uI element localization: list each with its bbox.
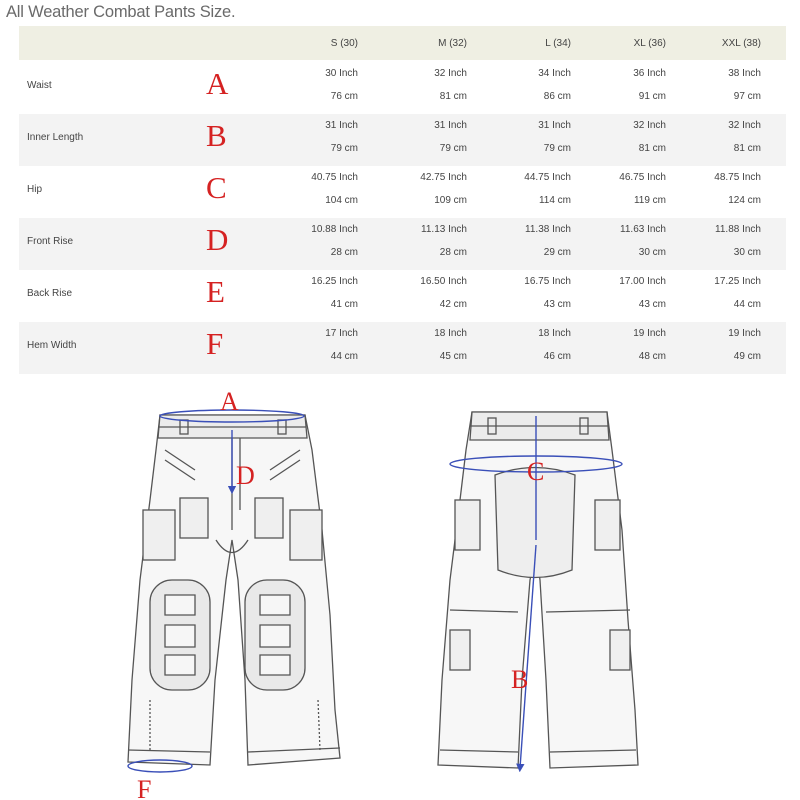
- value-cm: 45 cm: [439, 351, 467, 362]
- value-cm: 124 cm: [728, 195, 761, 206]
- measurement-label: Front Rise: [27, 236, 74, 247]
- value-inch: 19 Inch: [633, 328, 666, 339]
- value-inch: 36 Inch: [633, 68, 666, 79]
- value-inch: 19 Inch: [728, 328, 761, 339]
- value-inch: 18 Inch: [434, 328, 467, 339]
- value-inch: 11.88 Inch: [715, 224, 761, 235]
- value-cm: 30 cm: [733, 247, 761, 258]
- measurement-letter: E: [206, 274, 225, 309]
- size-chart-table: [19, 26, 786, 368]
- value-cm: 86 cm: [543, 91, 571, 102]
- value-cm: 97 cm: [733, 91, 761, 102]
- measurement-label: Back Rise: [27, 288, 73, 299]
- value-inch: 31 Inch: [538, 120, 571, 131]
- measurement-label: Inner Length: [27, 132, 84, 143]
- value-inch: 17.25 Inch: [714, 276, 761, 287]
- value-cm: 91 cm: [638, 91, 666, 102]
- value-inch: 17.00 Inch: [619, 276, 666, 287]
- table-row: [19, 270, 786, 322]
- value-cm: 43 cm: [543, 299, 571, 310]
- value-cm: 44 cm: [330, 351, 358, 362]
- value-cm: 28 cm: [330, 247, 358, 258]
- measurement-label: Waist: [27, 80, 52, 91]
- value-cm: 41 cm: [330, 299, 358, 310]
- value-inch: 48.75 Inch: [714, 172, 761, 183]
- value-cm: 29 cm: [543, 247, 571, 258]
- value-inch: 16.75 Inch: [524, 276, 571, 287]
- value-cm: 28 cm: [439, 247, 467, 258]
- value-inch: 32 Inch: [434, 68, 467, 79]
- value-inch: 32 Inch: [728, 120, 761, 131]
- value-cm: 49 cm: [733, 351, 761, 362]
- value-cm: 79 cm: [439, 143, 467, 154]
- table-row: [19, 322, 786, 374]
- value-cm: 79 cm: [543, 143, 571, 154]
- value-inch: 32 Inch: [633, 120, 666, 131]
- column-header: XXL (38): [721, 38, 761, 49]
- value-cm: 30 cm: [638, 247, 666, 258]
- value-inch: 44.75 Inch: [524, 172, 571, 183]
- value-cm: 76 cm: [330, 91, 358, 102]
- measurement-letter: C: [206, 170, 227, 205]
- column-header: M (32): [438, 38, 467, 49]
- table-row: [19, 166, 786, 218]
- value-inch: 16.50 Inch: [420, 276, 467, 287]
- value-cm: 104 cm: [325, 195, 358, 206]
- table-row: [19, 218, 786, 270]
- value-inch: 11.63 Inch: [620, 224, 666, 235]
- value-cm: 48 cm: [638, 351, 666, 362]
- value-inch: 31 Inch: [325, 120, 358, 131]
- value-cm: 42 cm: [439, 299, 467, 310]
- value-cm: 81 cm: [733, 143, 761, 154]
- value-cm: 43 cm: [638, 299, 666, 310]
- value-inch: 18 Inch: [538, 328, 571, 339]
- value-inch: 40.75 Inch: [311, 172, 358, 183]
- diagram-label-front-rise: D: [236, 461, 255, 490]
- value-inch: 38 Inch: [728, 68, 761, 79]
- value-inch: 42.75 Inch: [420, 172, 467, 183]
- value-inch: 11.13 Inch: [421, 224, 467, 235]
- measurement-letter: F: [206, 326, 224, 361]
- value-inch: 17 Inch: [325, 328, 358, 339]
- table-row: [19, 114, 786, 166]
- diagram-label-hip: C: [527, 457, 545, 486]
- column-header: S (30): [330, 38, 358, 49]
- measurement-letter: B: [206, 118, 227, 153]
- table-row: [19, 62, 786, 114]
- column-header: L (34): [545, 38, 571, 49]
- value-cm: 119 cm: [633, 195, 666, 206]
- diagram-label-hem: F: [137, 775, 152, 800]
- front-pants-drawing: [128, 415, 340, 765]
- table-header: [19, 26, 786, 60]
- value-inch: 34 Inch: [538, 68, 571, 79]
- diagram-label-waist: A: [220, 387, 239, 416]
- value-inch: 16.25 Inch: [311, 276, 358, 287]
- value-cm: 81 cm: [439, 91, 467, 102]
- value-inch: 11.38 Inch: [525, 224, 571, 235]
- value-inch: 30 Inch: [325, 68, 358, 79]
- value-inch: 31 Inch: [434, 120, 467, 131]
- measurement-label: Hip: [27, 184, 43, 195]
- value-cm: 44 cm: [733, 299, 761, 310]
- value-cm: 46 cm: [543, 351, 571, 362]
- value-cm: 81 cm: [638, 143, 666, 154]
- value-cm: 79 cm: [330, 143, 358, 154]
- pants-measurement-diagram: [0, 380, 800, 800]
- measurement-letter: A: [206, 66, 229, 101]
- value-cm: 114 cm: [538, 195, 571, 206]
- value-cm: 109 cm: [434, 195, 467, 206]
- measurement-letter: D: [206, 222, 229, 257]
- measurement-label: Hem Width: [27, 340, 77, 351]
- diagram-label-inner-length: B: [511, 665, 529, 694]
- column-header: XL (36): [633, 38, 666, 49]
- value-inch: 10.88 Inch: [311, 224, 358, 235]
- page-title: All Weather Combat Pants Size.: [6, 3, 236, 21]
- value-inch: 46.75 Inch: [619, 172, 666, 183]
